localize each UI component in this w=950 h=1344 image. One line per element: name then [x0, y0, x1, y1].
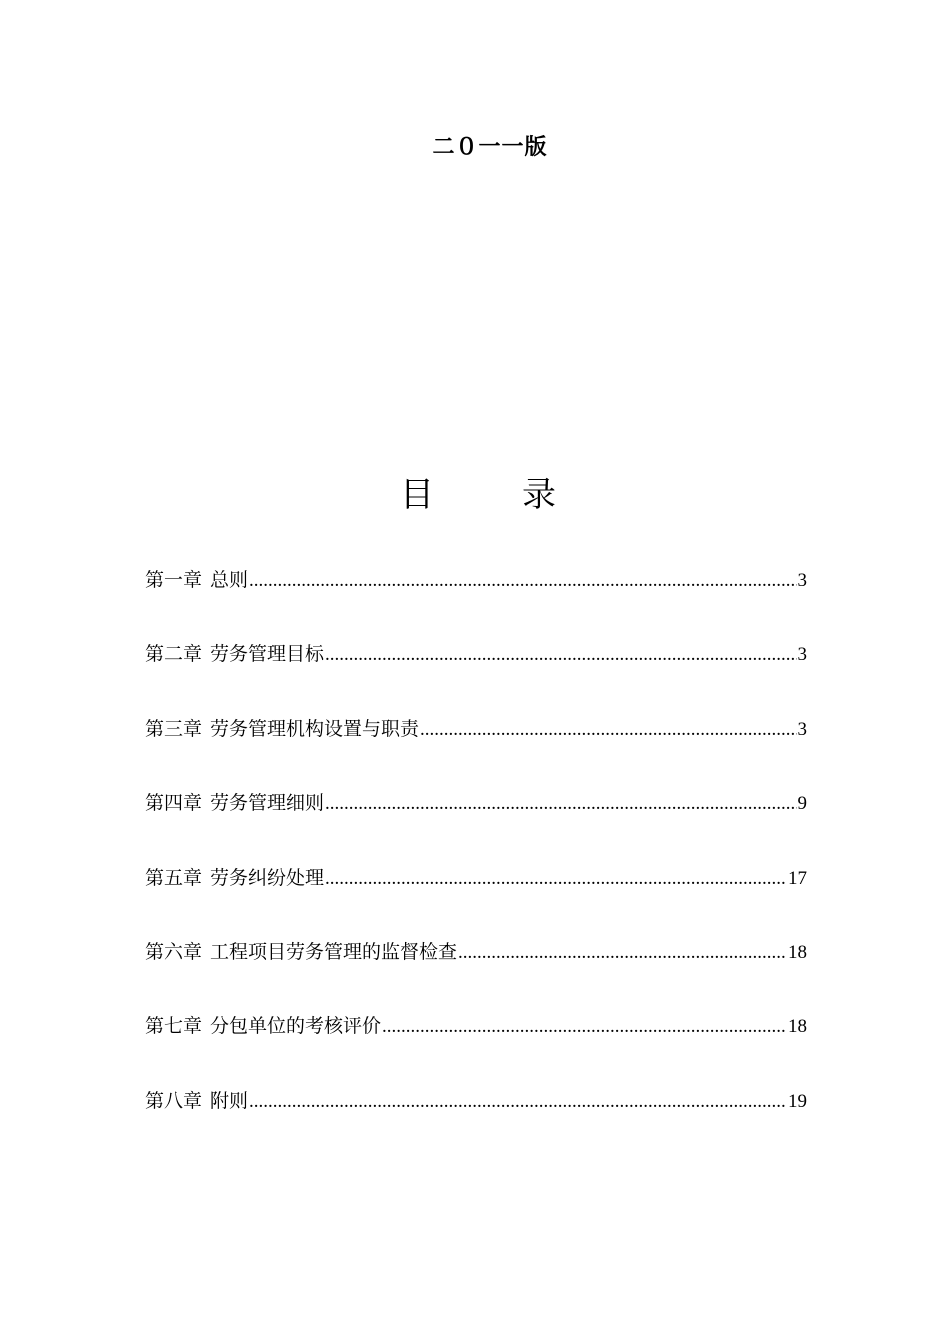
toc-dot-leader: [420, 713, 796, 747]
toc-entry-label: [145, 637, 324, 671]
toc-entry-8[interactable]: [145, 1084, 807, 1158]
toc-entry-title: 总则: [210, 569, 249, 591]
toc-entry-3[interactable]: [145, 712, 807, 786]
toc-entry-page: 3: [797, 718, 807, 740]
toc-entry-title: 劳务管理目标: [210, 643, 325, 666]
toc-entry-title: 工程项目劳务管理的监督检查: [210, 940, 458, 963]
toc-entry-chapter: 第七章: [145, 1015, 203, 1038]
toc-dot-leader: [458, 936, 787, 970]
table-of-contents: [145, 563, 807, 1158]
toc-entry-page: 3: [797, 644, 807, 666]
toc-entry-title: 附则: [210, 1089, 249, 1112]
toc-entry-7[interactable]: [145, 1009, 807, 1083]
toc-entry-label: [145, 1084, 248, 1118]
toc-entry-chapter: 第六章: [145, 940, 203, 963]
toc-entry-4[interactable]: [145, 786, 807, 860]
toc-title-char-2: 录: [522, 475, 556, 515]
toc-dot-leader: [325, 638, 796, 672]
toc-entry-title: 劳务管理机构设置与职责: [210, 717, 420, 740]
toc-entry-label: [145, 786, 324, 820]
toc-dot-leader: [325, 862, 787, 896]
toc-entry-label: [145, 1009, 381, 1043]
toc-entry-chapter: 第三章: [145, 717, 203, 740]
toc-entry-chapter: 第八章: [145, 1089, 203, 1112]
toc-entry-label: [145, 861, 324, 895]
toc-dot-leader: [382, 1010, 787, 1044]
toc-entry-title: 劳务管理细则: [210, 792, 325, 815]
toc-entry-label: [145, 935, 457, 969]
toc-entry-page: 18: [788, 941, 807, 963]
toc-entry-chapter: 第二章: [145, 643, 203, 666]
toc-entry-5[interactable]: [145, 861, 807, 935]
toc-entry-chapter: 第四章: [145, 792, 203, 815]
toc-dot-leader: [325, 787, 796, 821]
toc-entry-page: 9: [797, 793, 807, 815]
toc-entry-2[interactable]: [145, 637, 807, 711]
toc-entry-chapter: 第一章: [145, 569, 203, 591]
toc-title-char-1: 目: [400, 475, 434, 515]
toc-entry-title: 分包单位的考核评价: [210, 1015, 382, 1038]
toc-entry-label: [145, 712, 419, 746]
toc-entry-1[interactable]: [145, 563, 807, 637]
toc-entry-6[interactable]: [145, 935, 807, 1009]
toc-entry-page: 18: [788, 1016, 807, 1038]
toc-entry-label: [145, 563, 248, 597]
toc-dot-leader: [249, 564, 796, 598]
toc-entry-page: 17: [788, 867, 807, 889]
edition-label: 二０一一版: [432, 135, 548, 160]
toc-title: [400, 470, 570, 520]
toc-dot-leader: [249, 1085, 787, 1119]
toc-entry-page: 3: [797, 570, 807, 591]
toc-entry-page: 19: [788, 1090, 807, 1112]
toc-entry-title: 劳务纠纷处理: [210, 866, 325, 889]
toc-entry-chapter: 第五章: [145, 866, 203, 889]
